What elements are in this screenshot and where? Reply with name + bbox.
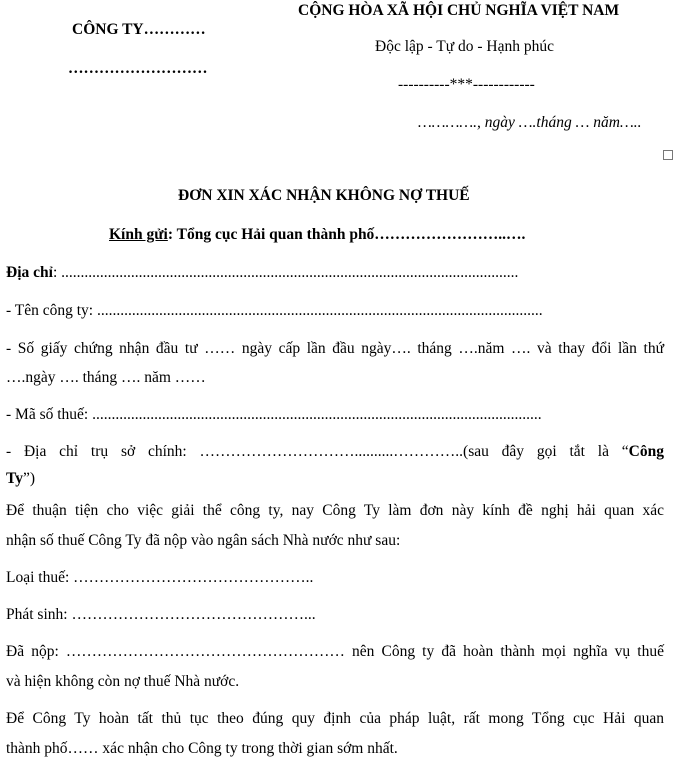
hq-address-company-part1: Công — [628, 443, 664, 460]
checkbox[interactable] — [663, 150, 673, 160]
hq-address-company-part2: Ty — [6, 470, 23, 487]
address-dots: : ...................................................................................................................... — [52, 264, 519, 281]
recipient-line — [109, 226, 525, 244]
recipient-value: Tổng cục Hải quan thành phố……………………..…. — [173, 226, 526, 243]
arising-field: Phát sinh: ………………………………………... — [6, 606, 316, 623]
recipient-label: Kính gửi — [109, 226, 168, 243]
hq-address-line-1 — [6, 443, 664, 461]
header-separator: ----------***------------ — [398, 76, 535, 93]
hq-address-line-2 — [6, 470, 35, 488]
recipient-colon: : — [167, 226, 174, 243]
company-name-placeholder: CÔNG TY………… — [72, 21, 206, 38]
motto: Độc lập - Tự do - Hạnh phúc — [375, 38, 554, 55]
investment-line-1: - Số giấy chứng nhận đầu tư …… ngày cấp lần đầu ngày…. tháng ….năm …. và thay đổi lần thứ — [6, 340, 664, 357]
date-line: …………., ngày ….tháng … năm….. — [418, 114, 642, 131]
paragraph-2-line-2: thành phố…… xác nhận cho Công ty trong thời gian sớm nhất. — [6, 740, 398, 757]
paid-line-2: và hiện không còn nợ thuế Nhà nước. — [6, 673, 240, 690]
paragraph-1-line-1: Để thuận tiện cho việc giải thể công ty, nay Công Ty làm đơn này kính đề nghị hải quan xác — [6, 502, 664, 519]
hq-address-close: ”) — [22, 470, 35, 487]
hq-address-text: - Địa chỉ trụ sở chính: …………………………..........…………..(sau đây gọi tắt là “ — [6, 443, 629, 460]
tax-type-field: Loại thuế: ……………………………………….. — [6, 569, 314, 586]
address-field — [6, 264, 518, 282]
address-label: Địa chỉ — [6, 264, 53, 281]
company-name-field: - Tên công ty: ................................................................................................................... — [6, 302, 543, 319]
paid-line-1: Đã nộp: ……………………………………………… nên Công ty đã hoàn thành mọi nghĩa vụ thuế — [6, 643, 664, 660]
paragraph-2-line-1: Để Công Ty hoàn tất thủ tục theo đúng quy định của pháp luật, rất mong Tổng cục Hải quan — [6, 710, 664, 727]
investment-line-2: ….ngày …. tháng …. năm …… — [6, 369, 206, 386]
document-title: ĐƠN XIN XÁC NHẬN KHÔNG NỢ THUẾ — [178, 187, 470, 204]
company-dots: ……………………… — [68, 60, 208, 77]
republic-heading: CỘNG HÒA XÃ HỘI CHỦ NGHĨA VIỆT NAM — [298, 2, 620, 19]
paragraph-1-line-2: nhận số thuế Công Ty đã nộp vào ngân sách Nhà nước như sau: — [6, 532, 401, 549]
tax-code-field: - Mã số thuế: .................................................................................................................... — [6, 406, 542, 423]
